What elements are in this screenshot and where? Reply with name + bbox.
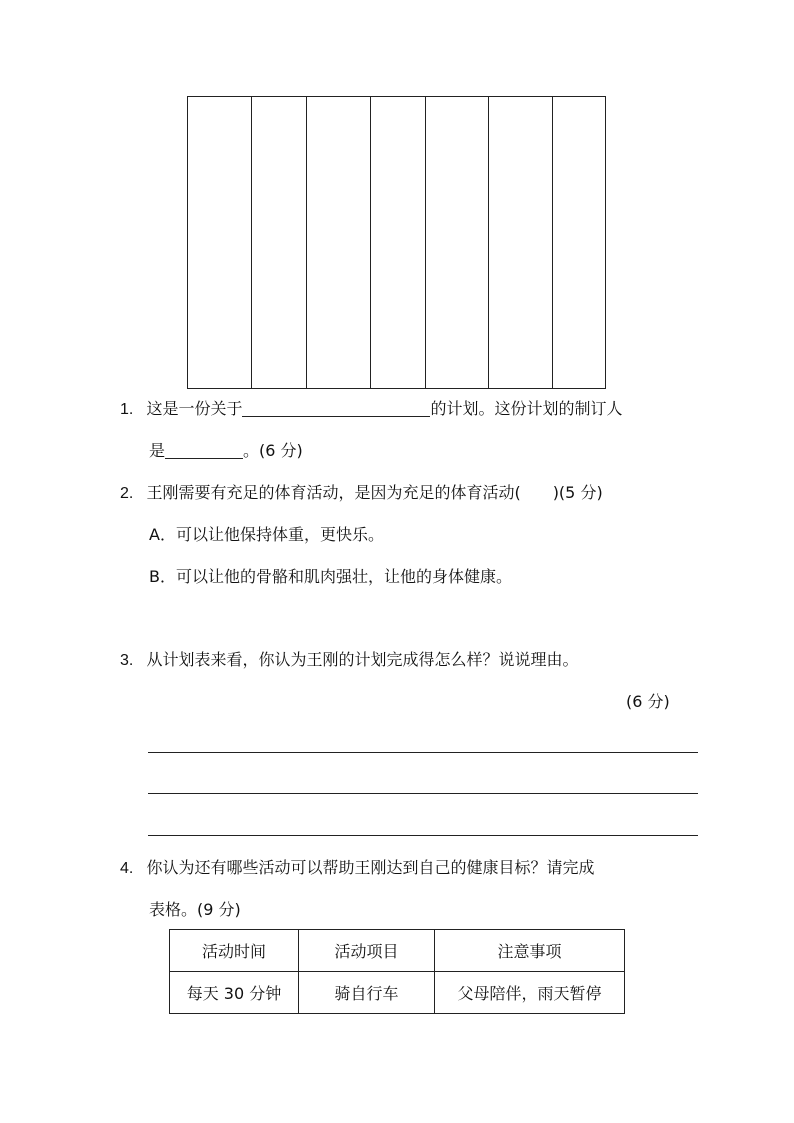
question-text: 你认为还有哪些活动可以帮助王刚达到自己的健康目标？请完成 <box>146 858 595 877</box>
plan-table-column-divider <box>306 97 307 388</box>
plan-table-column-divider <box>488 97 489 388</box>
question-text: 这是一份关于 <box>146 399 243 418</box>
question-1-line-2 <box>149 441 303 461</box>
question-number: 4. <box>120 860 134 877</box>
plan-table <box>187 96 606 389</box>
plan-table-column-divider <box>370 97 371 388</box>
question-4-line-1 <box>120 858 594 879</box>
question-2 <box>120 483 603 504</box>
question-text: 王刚需要有充足的体育活动，是因为充足的体育活动( <box>146 483 521 502</box>
table-cell: 骑自行车 <box>299 972 435 1014</box>
plan-table-column-divider <box>251 97 252 388</box>
table-header: 注意事项 <box>435 930 625 972</box>
option-a: A．可以让他保持体重，更快乐。 <box>149 525 384 544</box>
plan-table-column-divider <box>425 97 426 388</box>
question-number: 2. <box>120 485 134 502</box>
question-text: 从计划表来看，你认为王刚的计划完成得怎么样？说说理由。 <box>146 650 579 669</box>
question-text: 的计划。这份计划的制订人 <box>430 399 623 418</box>
answer-blank[interactable] <box>165 441 243 459</box>
answer-line[interactable] <box>148 835 698 836</box>
table-header: 活动项目 <box>299 930 435 972</box>
question-text: 。(6 分) <box>243 441 303 460</box>
question-1-line-1 <box>120 399 622 420</box>
question-3 <box>120 650 578 671</box>
table-header-row <box>170 930 625 972</box>
question-4-line-2: 表格。(9 分) <box>149 900 241 919</box>
plan-table-column-divider <box>552 97 553 388</box>
answer-line[interactable] <box>148 793 698 794</box>
table-cell: 父母陪伴，雨天暂停 <box>435 972 625 1014</box>
question-number: 3. <box>120 652 134 669</box>
option-b: B．可以让他的骨骼和肌肉强壮，让他的身体健康。 <box>149 567 512 586</box>
table-cell: 每天 30 分钟 <box>170 972 299 1014</box>
answer-blank[interactable] <box>242 399 430 417</box>
table-row <box>170 972 625 1014</box>
question-score: (6 分) <box>626 692 670 711</box>
activity-table <box>169 929 625 1014</box>
question-text: 是 <box>149 441 166 460</box>
answer-line[interactable] <box>148 752 698 753</box>
table-header: 活动时间 <box>170 930 299 972</box>
question-number: 1. <box>120 401 134 418</box>
question-score: )(5 分) <box>552 483 603 502</box>
